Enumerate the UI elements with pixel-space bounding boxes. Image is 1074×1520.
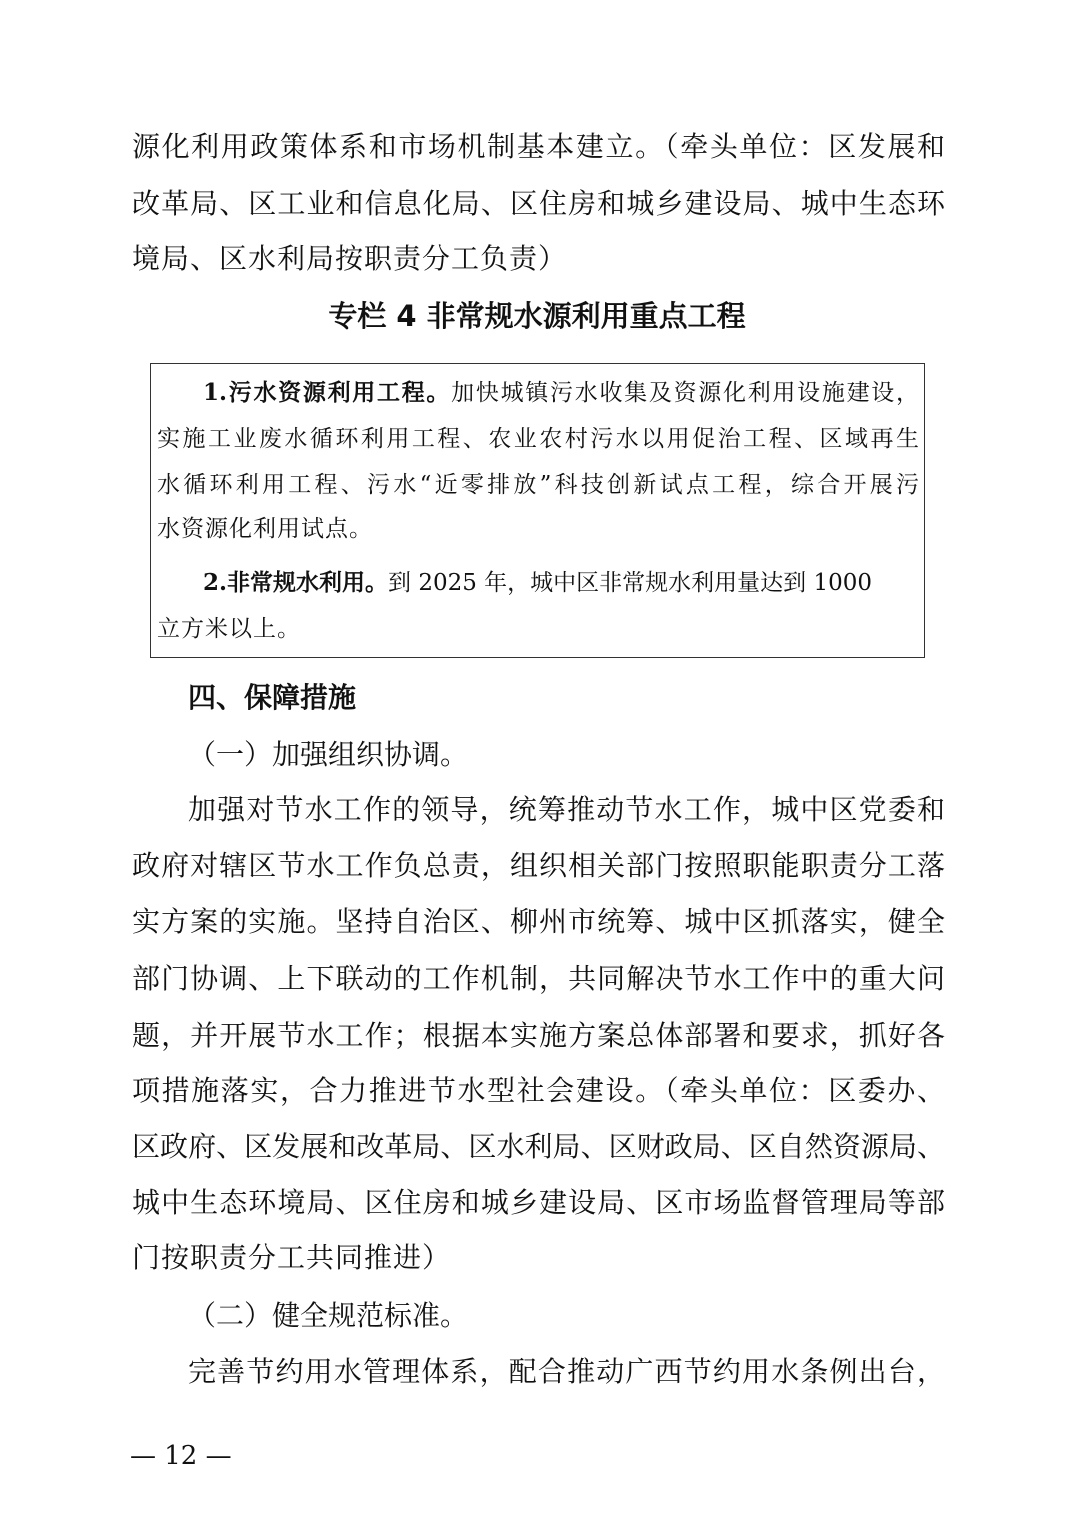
box-line: [203, 376, 919, 410]
body-line: 境局、区水利局按职责分工负责）: [132, 242, 568, 275]
item1-lead: 1.污水资源利用工程。: [203, 379, 452, 406]
section-heading: 四、保障措施: [188, 681, 357, 714]
body-line: 部门协调、上下联动的工作机制，共同解决节水工作中的重大问: [132, 962, 945, 995]
page-number: — 12 —: [130, 1441, 232, 1471]
body-line: 门按职责分工共同推进）: [132, 1241, 452, 1274]
box-text: 到 2025 年，城中区非常规水利用量达到 1000: [388, 570, 873, 596]
body-line: 项措施落实，合力推进节水型社会建设。（牵头单位：区委办、: [132, 1074, 945, 1107]
body-line: 完善节约用水管理体系，配合推动广西节约用水条例出台，: [188, 1355, 945, 1388]
body-line: 政府对辖区节水工作负总责，组织相关部门按照职能职责分工落: [132, 849, 945, 882]
body-line: 题，并开展节水工作；根据本实施方案总体部署和要求，抓好各: [132, 1019, 945, 1052]
subsection-heading: （一）加强组织协调。: [188, 738, 469, 771]
box-line: 水循环利用工程、污水“近零排放”科技创新试点工程，综合开展污: [157, 472, 919, 498]
body-line: 区政府、区发展和改革局、区水利局、区财政局、区自然资源局、: [132, 1130, 945, 1163]
box-line: 立方米以上。: [157, 616, 301, 642]
box-title: 专栏 4 非常规水源利用重点工程: [328, 299, 746, 333]
subsection-heading: （二）健全规范标准。: [188, 1299, 469, 1332]
body-line: 源化利用政策体系和市场机制基本建立。（牵头单位：区发展和: [132, 130, 945, 163]
project-box: [150, 363, 925, 658]
item2-lead: 2.非常规水利用。: [203, 569, 389, 596]
box-line: 水资源化利用试点。: [157, 516, 373, 542]
body-line: 改革局、区工业和信息化局、区住房和城乡建设局、城中生态环: [132, 187, 945, 220]
body-line: 城中生态环境局、区住房和城乡建设局、区市场监督管理局等部: [132, 1186, 945, 1219]
box-text: 加快城镇污水收集及资源化利用设施建设，: [451, 380, 920, 406]
body-line: 加强对节水工作的领导，统筹推动节水工作，城中区党委和: [188, 793, 945, 826]
box-line: [203, 566, 919, 600]
box-line: 实施工业废水循环利用工程、农业农村污水以用促治工程、区域再生: [157, 426, 919, 452]
body-line: 实方案的实施。坚持自治区、柳州市统筹、城中区抓落实，健全: [132, 905, 945, 938]
